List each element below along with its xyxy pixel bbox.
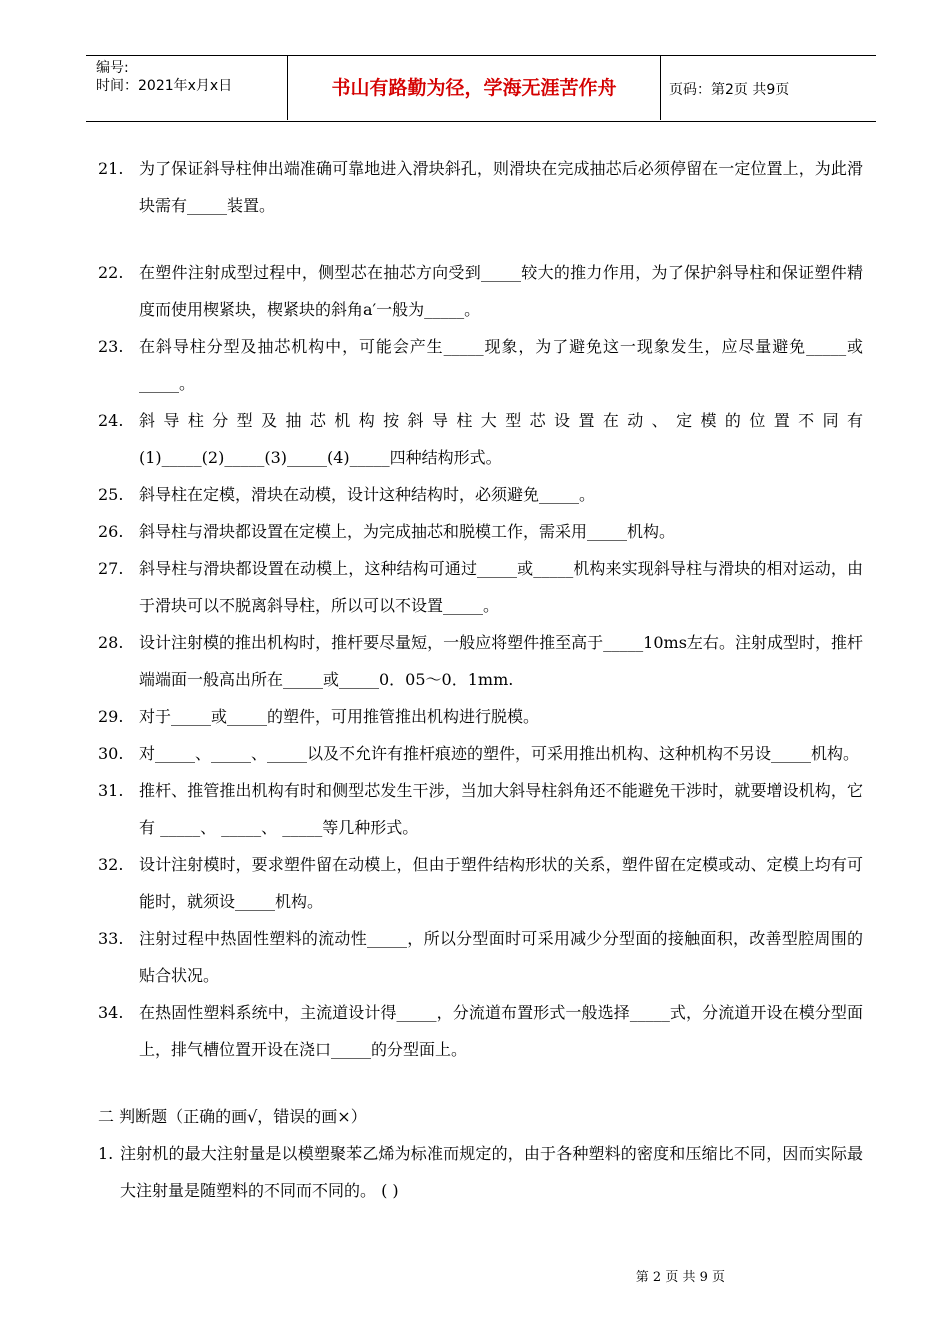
page-footer: 第 2 页 共 9 页	[635, 1270, 725, 1285]
question-number: 28.	[98, 633, 124, 652]
question-text: 在斜导柱分型及抽芯机构中，可能会产生_____现象，为了避免这一现象发生，应尽量避免_____或_____。	[139, 337, 863, 393]
question-number: 31.	[98, 781, 124, 800]
question-31	[98, 772, 863, 846]
question-text: 斜导柱与滑块都设置在动模上，这种结构可通过_____或_____机构来实现斜导柱与滑块的相对运动，由于滑块可以不脱离斜导柱，所以可以不设置_____。	[139, 559, 863, 615]
question-text: 注射过程中热固性塑料的流动性_____，所以分型面时可采用减少分型面的接触面积，改善型腔周围的贴合状况。	[139, 929, 863, 985]
question-34	[98, 994, 863, 1068]
question-29	[98, 698, 863, 735]
item-number: 1.	[98, 1144, 114, 1163]
question-25	[98, 476, 863, 513]
question-number: 23.	[98, 337, 124, 356]
page-label: 页码：第2页 共9页	[669, 82, 790, 98]
question-24	[98, 402, 863, 476]
question-30	[98, 735, 863, 772]
question-33	[98, 920, 863, 994]
question-number: 27.	[98, 559, 124, 578]
header-bottom-rule	[86, 121, 876, 122]
question-number: 25.	[98, 485, 124, 504]
question-26	[98, 513, 863, 550]
question-number: 26.	[98, 522, 124, 541]
time-label: 时间：2021年x月x日	[96, 78, 233, 94]
question-text: 斜导柱分型及抽芯机构按斜导柱大型芯设置在动、定模的位置不同有(1)_____(2)_____(3)_____(4)_____四种结构形式。	[139, 411, 863, 467]
question-text: 为了保证斜导柱伸出端准确可靠地进入滑块斜孔，则滑块在完成抽芯后必须停留在一定位置上，为此滑块需有_____装置。	[139, 159, 863, 215]
question-27	[98, 550, 863, 624]
question-text: 斜导柱与滑块都设置在定模上，为完成抽芯和脱模工作，需采用_____机构。	[139, 522, 676, 541]
question-text: 对_____、_____、_____以及不允许有推杆痕迹的塑件，可采用推出机构、这种机构不另设_____机构。	[139, 744, 860, 763]
page-content	[98, 150, 863, 1209]
section-title: 二 判断题（正确的画√，错误的画×）	[98, 1107, 367, 1126]
question-text: 在热固性塑料系统中，主流道设计得_____，分流道布置形式一般选择_____式，分流道开设在模分型面上，排气槽位置开设在浇口_____的分型面上。	[139, 1003, 863, 1059]
judgment-item-1	[98, 1135, 863, 1209]
question-number: 34.	[98, 1003, 124, 1022]
question-number: 32.	[98, 855, 124, 874]
code-label: 编号:	[96, 60, 129, 76]
question-number: 33.	[98, 929, 124, 948]
question-number: 30.	[98, 744, 124, 763]
question-22	[98, 254, 863, 328]
question-text: 设计注射模的推出机构时，推杆要尽量短，一般应将塑件推至高于_____10ms左右。注射成型时，推杆端端面一般高出所在_____或_____0．05～0．1mm.	[139, 633, 863, 689]
question-21	[98, 150, 863, 224]
question-23	[98, 328, 863, 402]
question-text: 斜导柱在定模，滑块在动模，设计这种结构时，必须避免_____。	[139, 485, 596, 504]
motto: 书山有路勤为径，学海无涯苦作舟	[331, 77, 617, 99]
header-top-rule	[86, 55, 876, 56]
question-text: 推杆、推管推出机构有时和侧型芯发生干涉，当加大斜导柱斜角还不能避免干涉时，就要增设机构，它有 _____、 _____、 _____等几种形式。	[139, 781, 863, 837]
question-number: 21.	[98, 159, 124, 178]
question-text: 对于_____或_____的塑件，可用推管推出机构进行脱模。	[139, 707, 540, 726]
question-text: 在塑件注射成型过程中，侧型芯在抽芯方向受到_____较大的推力作用，为了保护斜导柱和保证塑件精度而使用楔紧块，楔紧块的斜角a′一般为_____。	[139, 263, 863, 319]
item-text: 注射机的最大注射量是以模塑聚苯乙烯为标准而规定的，由于各种塑料的密度和压缩比不同，因而实际最大注射量是随塑料的不同而不同的。 ( )	[120, 1144, 863, 1200]
header-divider-right	[660, 56, 661, 120]
question-number: 29.	[98, 707, 124, 726]
question-number: 22.	[98, 263, 124, 282]
header-divider-left	[287, 56, 288, 120]
question-28	[98, 624, 863, 698]
question-number: 24.	[98, 411, 124, 430]
question-text: 设计注射模时，要求塑件留在动模上，但由于塑件结构形状的关系，塑件留在定模或动、定模上均有可能时，就须设_____机构。	[139, 855, 863, 911]
question-32	[98, 846, 863, 920]
